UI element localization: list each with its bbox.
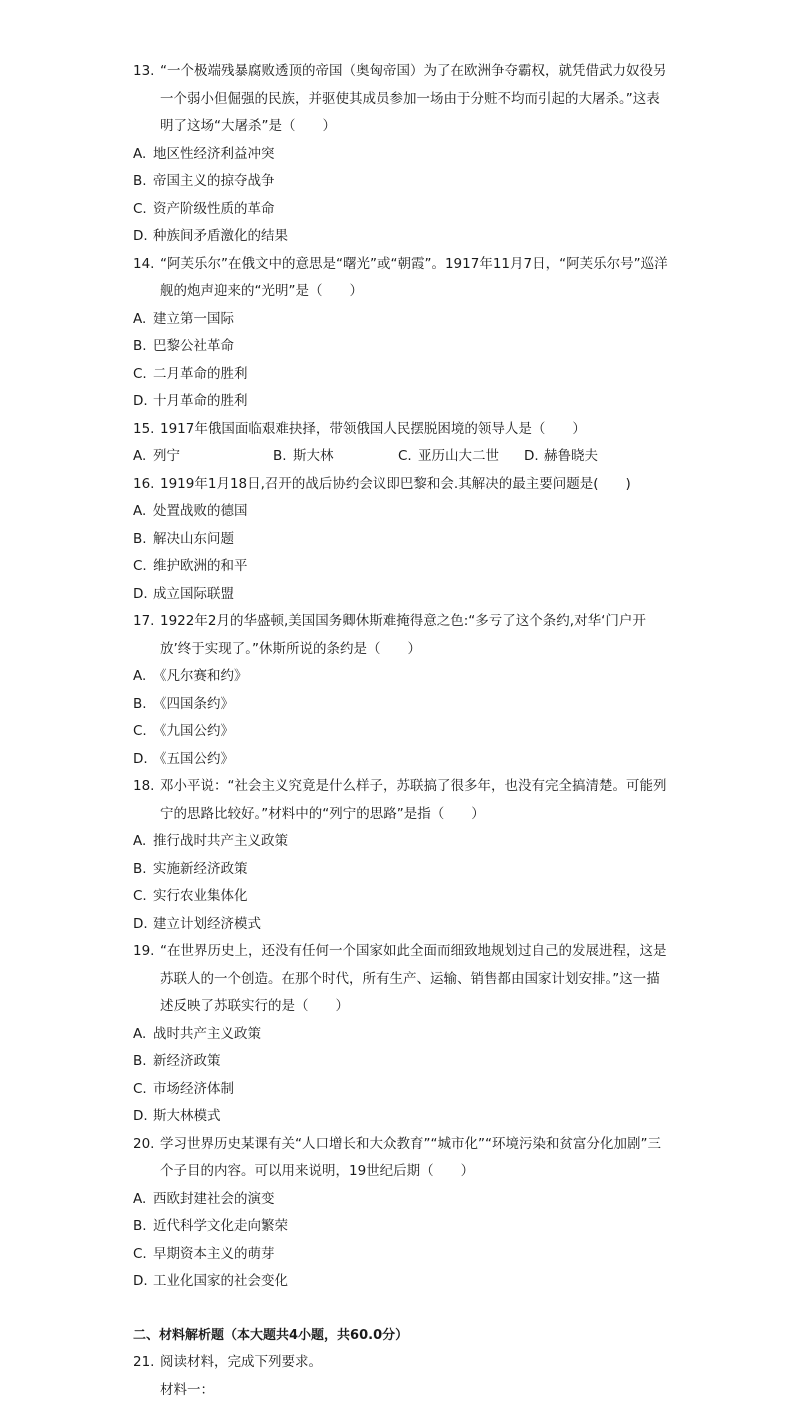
option-b[interactable]: B. 帝国主义的掠夺战争: [133, 168, 412, 196]
options: [133, 828, 673, 938]
option-d[interactable]: D. 工业化国家的社会变化: [133, 1268, 412, 1296]
question-21: [133, 1349, 673, 1404]
option-d[interactable]: D. 《五国公约》: [133, 746, 412, 774]
options: [133, 1021, 673, 1131]
options: [133, 498, 673, 608]
question-stem: 1922年2月的华盛顿,美国国务卿休斯难掩得意之色:“多亏了这个条约,对华‘门户开放’终于实现了。”休斯所说的条约是（ ）: [160, 608, 673, 663]
question-number: 16.: [133, 471, 160, 499]
question-18: [133, 773, 673, 938]
question-19: [133, 938, 673, 1131]
options: [133, 141, 673, 251]
option-c[interactable]: C. 早期资本主义的萌芽: [133, 1241, 412, 1269]
option-d[interactable]: D. 种族间矛盾激化的结果: [133, 223, 412, 251]
options: [133, 663, 673, 773]
option-c[interactable]: C. 市场经济体制: [133, 1076, 412, 1104]
section-heading: 二、材料解析题（本大题共4小题，共60.0分）: [133, 1322, 673, 1350]
option-a[interactable]: A. 推行战时共产主义政策: [133, 828, 412, 856]
options: [133, 1186, 673, 1296]
question-stem: 邓小平说：“社会主义究竟是什么样子，苏联搞了很多年，也没有完全搞清楚。可能列宁的思路比较好。”材料中的“列宁的思路”是指（ ）: [160, 773, 673, 828]
option-a[interactable]: A. 西欧封建社会的演变: [133, 1186, 412, 1214]
option-b[interactable]: B. 《四国条约》: [133, 691, 412, 719]
option-b[interactable]: B. 新经济政策: [133, 1048, 412, 1076]
option-c[interactable]: C. 二月革命的胜利: [133, 361, 412, 389]
question-number: 15.: [133, 416, 160, 444]
option-d[interactable]: D. 建立计划经济模式: [133, 911, 412, 939]
question-16: [133, 471, 673, 609]
question-number: 17.: [133, 608, 160, 663]
question-number: 14.: [133, 251, 160, 306]
question-14: [133, 251, 673, 416]
options: [133, 443, 673, 471]
question-number: 21.: [133, 1349, 160, 1377]
question-number: 18.: [133, 773, 160, 828]
question-13: [133, 58, 673, 251]
option-a[interactable]: A. 《凡尔赛和约》: [133, 663, 412, 691]
options: [133, 306, 673, 416]
question-stem: “一个极端残暴腐败透顶的帝国（奥匈帝国）为了在欧洲争夺霸权，就凭借武力奴役另一个弱小但倔强的民族，并驱使其成员参加一场由于分赃不均而引起的大屠杀。”这表明了这场“大屠杀”是（ ）: [160, 58, 673, 141]
question-number: 19.: [133, 938, 160, 1021]
question-stem: 1919年1月18日,召开的战后协约会议即巴黎和会.其解决的最主要问题是( ): [160, 471, 673, 499]
option-a[interactable]: A. 处置战败的德国: [133, 498, 412, 526]
option-b[interactable]: B. 解决山东问题: [133, 526, 412, 554]
material-label: 材料一：: [133, 1377, 673, 1404]
question-number: 20.: [133, 1131, 160, 1186]
question-stem: 阅读材料，完成下列要求。: [160, 1349, 673, 1377]
question-17: [133, 608, 673, 773]
option-b[interactable]: B. 近代科学文化走向繁荣: [133, 1213, 412, 1241]
question-stem: 学习世界历史某课有关“人口增长和大众教育”“城市化”“环境污染和贫富分化加剧”三个子目的内容。可以用来说明，19世纪后期（ ）: [160, 1131, 673, 1186]
option-b[interactable]: B. 实施新经济政策: [133, 856, 412, 884]
option-c[interactable]: C. 资产阶级性质的革命: [133, 196, 412, 224]
option-a[interactable]: A. 战时共产主义政策: [133, 1021, 412, 1049]
option-c[interactable]: C. 亚历山大二世: [398, 443, 524, 471]
option-b[interactable]: B. 巴黎公社革命: [133, 333, 412, 361]
option-c[interactable]: C. 维护欧洲的和平: [133, 553, 412, 581]
option-d[interactable]: D. 赫鲁晓夫: [524, 443, 664, 471]
option-d[interactable]: D. 斯大林模式: [133, 1103, 412, 1131]
question-stem: “在世界历史上，还没有任何一个国家如此全面而细致地规划过自己的发展进程，这是苏联人的一个创造。在那个时代，所有生产、运输、销售都由国家计划安排。”这一描述反映了苏联实行的是（ ）: [160, 938, 673, 1021]
question-15: [133, 416, 673, 471]
option-d[interactable]: D. 十月革命的胜利: [133, 388, 412, 416]
option-b[interactable]: B. 斯大林: [273, 443, 398, 471]
option-a[interactable]: A. 地区性经济利益冲突: [133, 141, 412, 169]
option-c[interactable]: C. 实行农业集体化: [133, 883, 412, 911]
question-number: 13.: [133, 58, 160, 141]
question-stem: “阿芙乐尔”在俄文中的意思是“曙光”或“朝霞”。1917年11月7日，“阿芙乐尔号”巡洋舰的炮声迎来的“光明”是（ ）: [160, 251, 673, 306]
question-stem: 1917年俄国面临艰难抉择，带领俄国人民摆脱困境的领导人是（ ）: [160, 416, 673, 444]
option-a[interactable]: A. 列宁: [133, 443, 273, 471]
option-c[interactable]: C. 《九国公约》: [133, 718, 412, 746]
option-a[interactable]: A. 建立第一国际: [133, 306, 412, 334]
question-20: [133, 1131, 673, 1296]
option-d[interactable]: D. 成立国际联盟: [133, 581, 412, 609]
question-list: [133, 58, 673, 1404]
